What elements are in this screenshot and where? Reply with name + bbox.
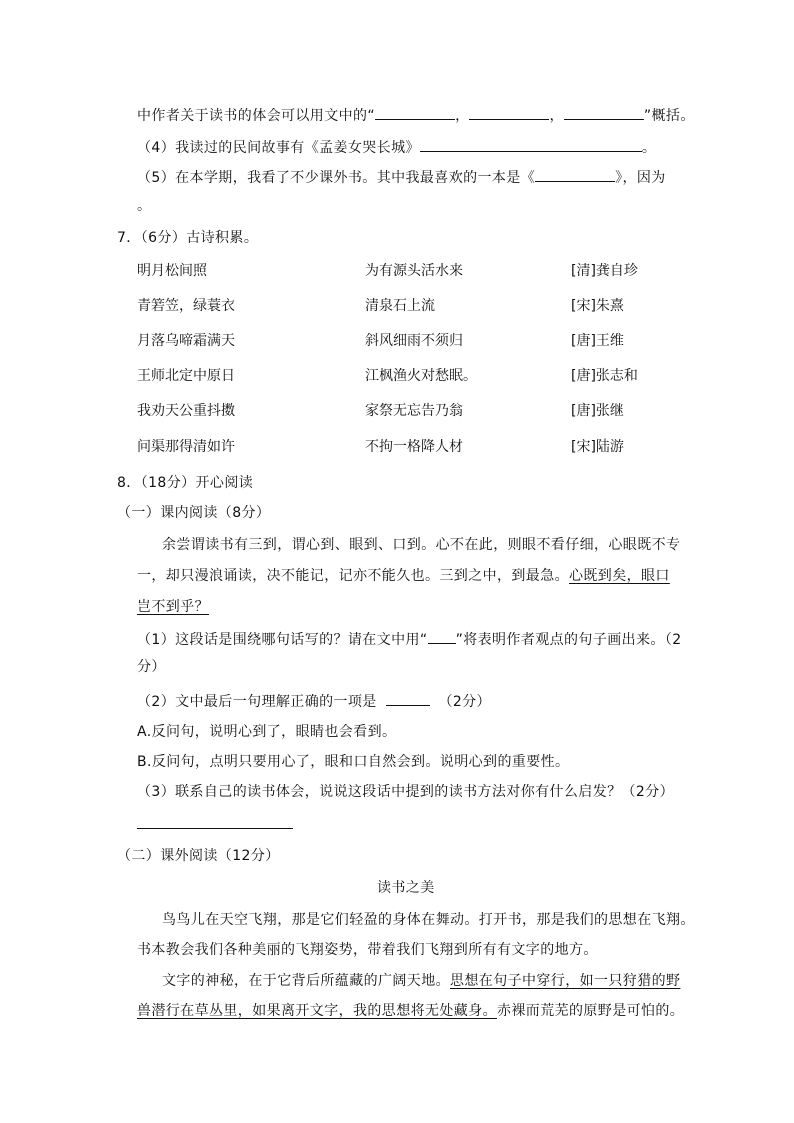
item5-because: 》，因为 xyxy=(615,170,666,186)
answer-blank-6[interactable] xyxy=(386,690,430,706)
sub1-text: （1）这段话是围绕哪句话写的？请在文中用“ xyxy=(137,632,428,648)
q6-item-4 xyxy=(137,136,656,158)
article-line-2: 书本教会我们各种美丽的飞翔姿势，带着我们飞翔到所有有文字的地方。 xyxy=(137,942,598,958)
answer-blank-5[interactable] xyxy=(535,166,615,182)
q8-title: 8．（18分）开心阅读 xyxy=(117,475,254,491)
poem-author: [清]龚自珍 xyxy=(571,263,638,279)
article-text: 赤裸而荒芜的原野是可怕的。 xyxy=(497,1003,685,1019)
sub2-text: （2）文中最后一句理解正确的一项是 xyxy=(137,694,377,710)
underlined-sentence: 心既到矣，眼口 xyxy=(569,568,670,584)
poem-match-line: 家祭无忘告乃翁 xyxy=(365,403,463,419)
sub-question-1-cont: 分） xyxy=(137,659,166,675)
article-title: 读书之美 xyxy=(377,880,435,896)
item4-end: 。 xyxy=(641,140,657,156)
poem-match-line: 为有源头活水来 xyxy=(365,263,463,279)
passage-line-1: 余尝谓读书有三到，谓心到、眼到、口到。心不在此，则眼不看仔细，心眼既不专 xyxy=(162,537,681,553)
option-a: A.反问句，说明心到了，眼睛也会看到。 xyxy=(137,724,397,740)
answer-blank-1[interactable] xyxy=(375,104,455,120)
poem-author: [唐]张志和 xyxy=(571,368,638,384)
comma: ， xyxy=(455,108,470,124)
article-text: 文字的神秘，在于它背后所蕴藏的广阔天地。 xyxy=(162,973,450,989)
sub1-text-end: ”将表明作者观点的句子画出来。（2 xyxy=(455,632,682,648)
poem-line: 我劝天公重抖擞 xyxy=(137,403,235,419)
q6-item-5-end: 。 xyxy=(137,198,152,214)
article-line-3 xyxy=(162,971,680,991)
sub-question-3: （3）联系自己的读书体会，说说这段话中提到的读书方法对你有什么启发？（2分） xyxy=(137,784,675,800)
part1-title: （一）课内阅读（8分） xyxy=(117,505,271,521)
answer-line[interactable] xyxy=(137,828,293,829)
answer-blank-2[interactable] xyxy=(469,104,549,120)
passage-line-3 xyxy=(137,597,209,617)
sub-question-2 xyxy=(137,690,491,712)
underline-marker xyxy=(428,628,456,644)
poem-author: [唐]张继 xyxy=(571,403,624,419)
poem-line: 月落乌啼霜满天 xyxy=(137,333,235,349)
passage-line-2 xyxy=(137,566,670,586)
article-line-4 xyxy=(137,1001,684,1021)
underlined-sentence-end: 兽潜行在草丛里，如果离开文字，我的思想将无处藏身。 xyxy=(137,1003,497,1019)
sub2-score: （2分） xyxy=(438,694,491,710)
sub-question-1 xyxy=(137,628,682,650)
poem-match-line: 斜风细雨不须归 xyxy=(365,333,463,349)
underlined-sentence: 思想在句子中穿行，如一只狩猎的野 xyxy=(450,973,681,989)
option-b: B.反问句，点明只要用心了，眼和口自然会到。说明心到的重要性。 xyxy=(137,754,570,770)
poem-line: 王师北定中原日 xyxy=(137,368,235,384)
underlined-sentence-end: 岂不到乎？ xyxy=(137,599,209,615)
poem-line: 青箬笠，绿蓑衣 xyxy=(137,298,235,314)
item5-text: （5）在本学期，我看了不少课外书。其中我最喜欢的一本是《 xyxy=(137,170,536,186)
q6-summary-line xyxy=(137,104,695,126)
answer-blank-4[interactable] xyxy=(420,136,642,152)
poem-author: [唐]王维 xyxy=(571,333,624,349)
poem-author: [宋]朱熹 xyxy=(571,298,624,314)
item4-text: （4）我读过的民间故事有《孟姜女哭长城》 xyxy=(137,140,420,156)
poem-match-line: 清泉石上流 xyxy=(365,298,435,314)
poem-author: [宋]陆游 xyxy=(571,439,624,455)
poem-match-line: 不拘一格降人材 xyxy=(365,439,463,455)
passage-text: 一，却只漫浪诵读，决不能记，记亦不能久也。三到之中，到最急。 xyxy=(137,568,569,584)
summary-text-start: 中作者关于读书的体会可以用文中的“ xyxy=(137,108,376,124)
part2-title: （二）课外阅读（12分） xyxy=(117,848,280,864)
poem-match-line: 江枫渔火对愁眠。 xyxy=(365,368,477,384)
poem-line: 明月松间照 xyxy=(137,263,207,279)
answer-blank-3[interactable] xyxy=(564,104,644,120)
article-line-1: 鸟鸟儿在天空飞翔，那是它们轻盈的身体在舞动。打开书，那是我们的思想在飞翔。 xyxy=(162,912,695,928)
q7-title: 7．（6分）古诗积累。 xyxy=(117,230,259,246)
summary-text-end: ”概括。 xyxy=(643,108,695,124)
poem-line: 问渠那得清如许 xyxy=(137,439,235,455)
comma: ， xyxy=(549,108,564,124)
q6-item-5 xyxy=(137,166,666,188)
